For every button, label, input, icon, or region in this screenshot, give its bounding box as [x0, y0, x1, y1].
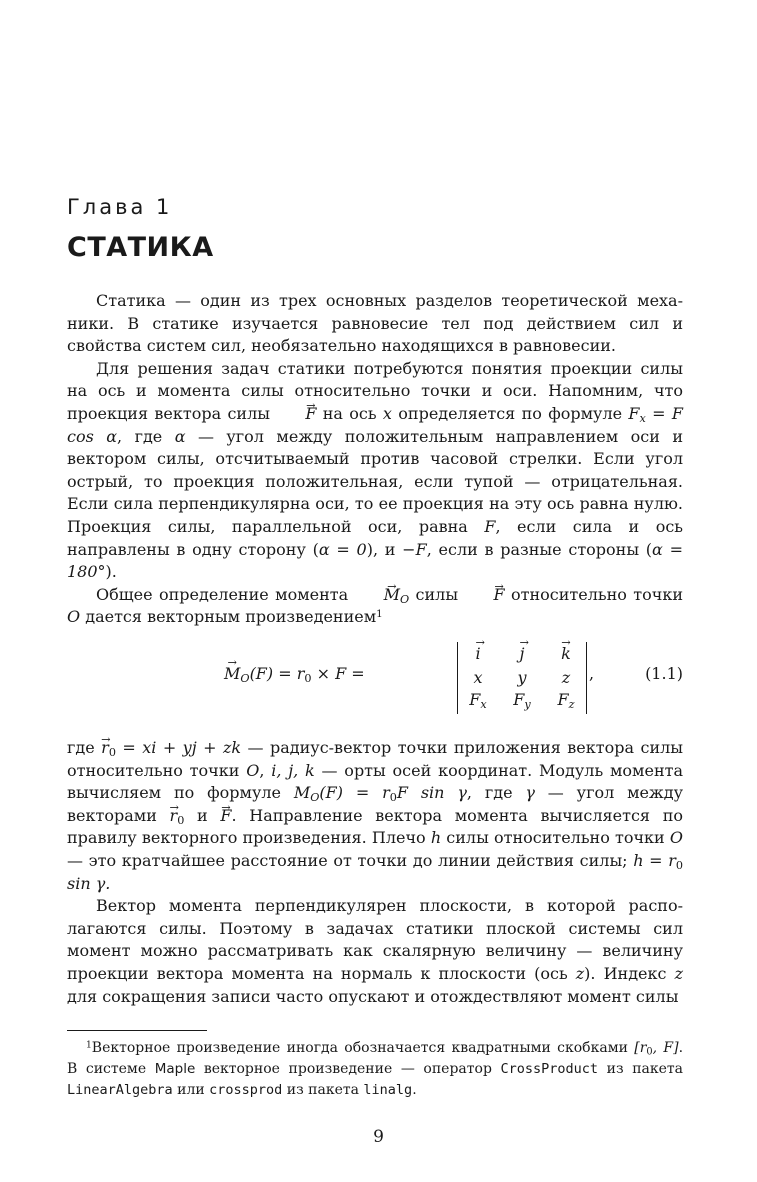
matrix-cell: k → [546, 644, 586, 663]
paragraph-radius-vector: где $r \to_0$ = xi + yj + zk — радиус-вектор точки приложения вектора силы относительно точки O, i, j, k — орты осей координат. Модуль момента вычисляем по формуле $M_O(F) = r_0F$ sin γ, где γ — угол между векторами $r \to_0$ и F →. Направление вектора момента вычисляется по правилу векторного произведения. Плечо h силы относительно точки O — это кратчайшее расстояние от точки до линии действия силы; $h = r_0$ sin γ. [67, 737, 683, 895]
paragraph-projection: Для решения задач статики потребуются понятия проекции силы на ось и момента силы относительно точки и оси. Напомним, что проекция вектора силы F → на ось x определяется по формуле $F_x = F$ cos α, где α — угол между положительным направлением оси и вектором силы, отсчитываемый против часовой стрелки. Если угол острый, то проекция положительная, если тупой — отрицательная. Если сила перпендикулярна оси, то ее проекция на эту ось равна нулю. Проекция силы, параллельной оси, равна F, если сила и ось направлены в одну сторону (α = 0), и −F, если в разные стороны (α = 180°). [67, 358, 683, 584]
matrix-cell: x [473, 668, 483, 687]
equation-lhs: $M \to_O(F) = r_0 \times F$ = [224, 664, 365, 683]
page-number: 9 [373, 1127, 384, 1147]
text-block-upper [67, 290, 683, 629]
matrix-cell: y [517, 668, 527, 687]
matrix-cell: i → [458, 644, 498, 663]
paragraph-moment-definition: Общее определение момента $M \to_O$ силы F → относительно точки O дается векторным произведением$^1$ [67, 584, 683, 629]
paragraph-moment-vector: Вектор момента перпендикулярен плоскости, в которой располагаются силы. Поэтому в задачах статики плоской системы сил момент можно рассматривать как скалярную величину — величину проекции вектора момента на нормаль к плоскости (ось z). Индекс z для сокращения записи часто опускают и отождествляют момент силы [67, 896, 683, 1006]
footnote: $^1$Векторное произведение иногда обозначается квадратными скобками [$r_0$, F]. В системе Maple векторное произведение — оператор CrossProduct из пакета LinearAlgebra или crossprod из пакета linalg. [67, 1040, 684, 1098]
text-block-lower [67, 737, 683, 1008]
chapter-title: СТАТИКА [67, 232, 214, 263]
matrix-cell: $F_y$ [513, 690, 531, 711]
matrix-cell: j → [502, 644, 542, 663]
paragraph-intro: Статика — один из трех основных разделов теоретической механики. В статике изучается равновесие тел под действием сил и свойства систем сил, необязательно находящихся в равновесии. [67, 291, 683, 356]
chapter-label: Глава 1 [67, 195, 173, 219]
matrix-cell: $F_z$ [557, 690, 575, 711]
equation-number: (1.1) [645, 664, 683, 683]
determinant-matrix [457, 642, 587, 714]
footnote-marker: 1 [376, 608, 383, 621]
footnote-divider [67, 1030, 207, 1031]
matrix-cell: $F_x$ [469, 690, 487, 711]
matrix-cell: z [561, 668, 571, 687]
equation-1-1: $M \to_O(F) = r_0 \times F$ = i → j → k → x y z $F_x$ $F_y$ $F_z$ , (1.1) [67, 638, 683, 718]
